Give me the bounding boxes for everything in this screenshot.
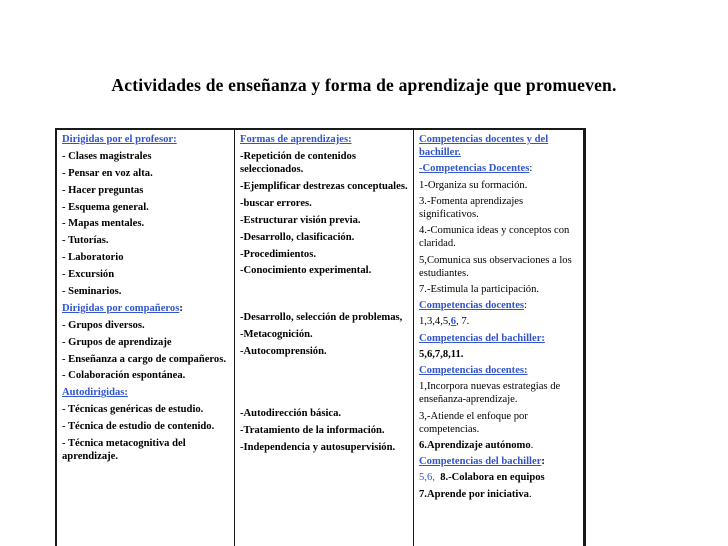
list-item: - Clases magistrales [62, 150, 152, 162]
nums-c: , 7. [456, 316, 470, 328]
list-item: - Hacer preguntas [62, 184, 144, 196]
list-item: 3.-Fomenta aprendizajes significativos. [419, 195, 524, 221]
sub-competencias-docentes-1[interactable]: -Competencias Docentes [419, 163, 530, 175]
list-item: - Seminarios. [62, 286, 122, 298]
suffix: . [530, 440, 534, 452]
list-item: 1,Incorpora nuevas estrategias de enseñanza-aprendizaje. [419, 381, 561, 406]
list-item: 7.-Estimula la participación. [419, 284, 540, 296]
list-item: - Pensar en voz alta. [62, 167, 153, 179]
list-item: 4.-Comunica ideas y conceptos con claridad. [419, 225, 570, 250]
column-learning-forms [235, 130, 414, 546]
list-item: - Mapas mentales. [62, 218, 145, 230]
list-item: -buscar errores. [240, 197, 312, 209]
list-item: -Desarrollo, selección de problemas, [240, 312, 403, 324]
list-item: - Tutorías. [62, 235, 109, 247]
list-item: - Laboratorio [62, 252, 124, 264]
list-item: - Técnicas genéricas de estudio. [62, 404, 204, 416]
heading-competencies[interactable]: Competencias docentes y del bachiller. [419, 134, 549, 159]
list-item: - Excursión [62, 269, 115, 281]
list-item: 3,-Atiende el enfoque por competencias. [419, 410, 528, 435]
page-title: Actividades de enseñanza y forma de aprendizaje que promueven. [111, 75, 617, 95]
list-item: -Tratamiento de la información. [240, 424, 385, 436]
suffix: : [541, 456, 545, 468]
activities-table [55, 128, 586, 546]
list-item: 5,Comunica sus observaciones a los estudiantes. [419, 254, 572, 279]
list-item: -Autodirección básica. [240, 408, 342, 419]
list-item: - Colaboración espontánea. [62, 370, 186, 382]
initiative-learning: 7.Aprende por iniciativa [419, 488, 529, 500]
list-item: -Estructurar visión previa. [240, 214, 361, 226]
list-item: - Técnica metacognitiva del aprendizaje. [62, 438, 186, 463]
list-item: - Esquema general. [62, 201, 149, 213]
team-collaboration: 8.-Colabora en equipos [440, 472, 545, 484]
list-item: -Autocomprensión. [240, 346, 327, 358]
list-item: -Independencia y autosupervisión. [240, 441, 396, 453]
list-item: -Conocimiento experimental. [240, 265, 372, 277]
list-item: - Enseñanza a cargo de compañeros. [62, 353, 227, 365]
heading-suffix: : [179, 302, 183, 314]
sub-competencias-bachiller-2[interactable]: Competencias del bachiller [419, 456, 542, 468]
list-item: 1-Organiza su formación. [419, 179, 528, 191]
heading-teacher-directed[interactable]: Dirigidas por el profesor: [62, 134, 177, 145]
column-activities [57, 130, 235, 546]
list-item: -Metacognición. [240, 329, 313, 341]
last-nums: 5,6, [419, 472, 435, 484]
sub-suffix: : [529, 163, 533, 175]
list-item: -Ejemplificar destrezas conceptuales. [240, 180, 408, 192]
competency-numbers [419, 315, 579, 328]
heading-learning-forms[interactable]: Formas de aprendizajes: [240, 134, 352, 145]
list-item: - Técnica de estudio de contenido. [62, 421, 215, 433]
list-item: - Grupos de aprendizaje [62, 336, 172, 348]
list-item: -Repetición de contenidos seleccionados. [240, 150, 356, 176]
suffix: . [528, 488, 532, 500]
sub-competencias-docentes-3[interactable]: Competencias docentes: [419, 365, 528, 377]
nums-a: 1,3,4,5, [419, 316, 451, 328]
list-item: -Procedimientos. [240, 248, 317, 260]
list-item: - Grupos diversos. [62, 319, 145, 331]
heading-self-directed[interactable]: Autodirigidas: [62, 387, 128, 399]
nums-link[interactable]: 6 [450, 316, 457, 328]
sub-competencias-docentes-2[interactable]: Competencias docentes [419, 300, 525, 312]
heading-peer-directed[interactable]: Dirigidas por compañeros [62, 302, 180, 314]
column-competencies [414, 130, 583, 546]
sub-suffix: : [524, 300, 527, 312]
sub-competencias-bachiller-1[interactable]: Competencias del bachiller: [419, 332, 545, 344]
autonomous-learning: 6.Aprendizaje autónomo [419, 440, 531, 452]
bachiller-numbers: 5,6,7,8,11. [419, 348, 464, 360]
list-item: -Desarrollo, clasificación. [240, 231, 355, 243]
